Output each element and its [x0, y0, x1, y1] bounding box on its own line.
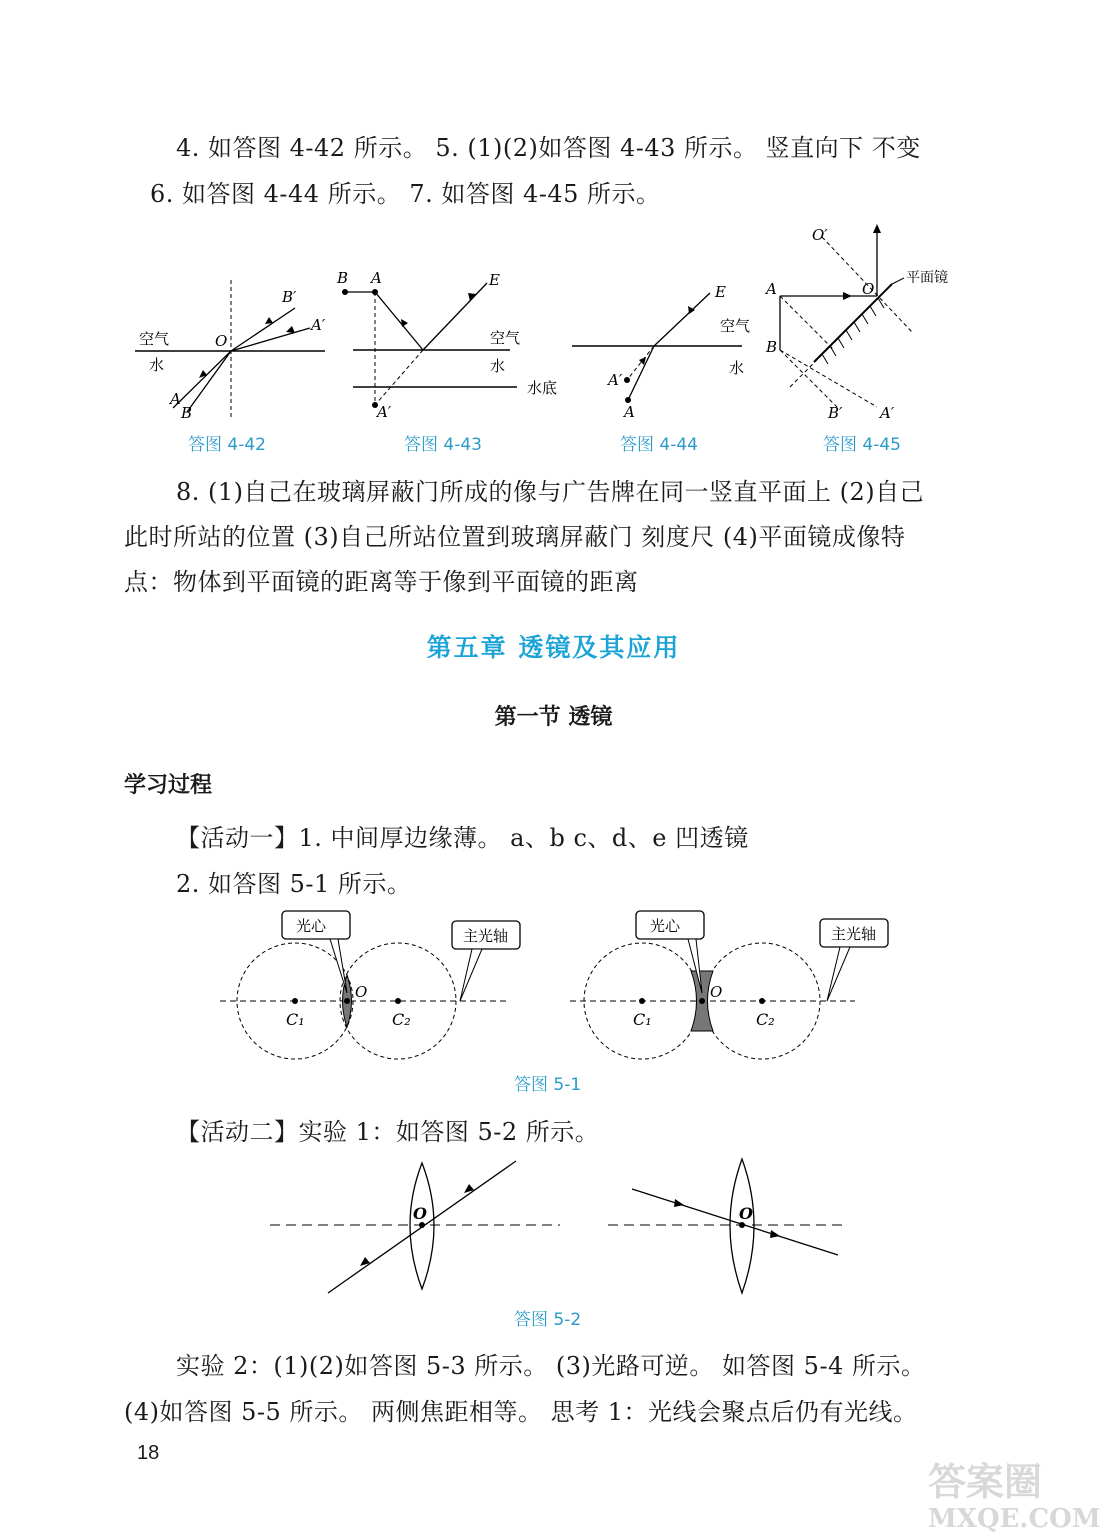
label-b: B: [337, 269, 349, 287]
caption-4-42: 答图 4-42: [188, 435, 266, 455]
figure-4-44: [572, 275, 762, 435]
figure-5-1-convex: [220, 905, 540, 1065]
answer-8-line-3: 点：物体到平面镜的距离等于像到平面镜的距离: [124, 568, 639, 596]
label-a: A: [170, 390, 181, 408]
label-b: B: [181, 404, 193, 422]
figure-4-43: [335, 265, 558, 425]
answer-line-6-7: 6. 如答图 4-44 所示。 7. 如答图 4-45 所示。: [150, 180, 661, 208]
page-number: 18: [137, 1442, 160, 1464]
heading-learning-process: 学习过程: [124, 773, 213, 798]
svg-text:MXQE.COM: MXQE.COM: [928, 1504, 1101, 1534]
label-main-axis: 主光轴: [831, 925, 877, 943]
label-e: E: [489, 271, 500, 289]
label-air: 空气: [720, 317, 751, 335]
activity-1-line: 【活动一】1. 中间厚边缘薄。 a、b c、d、e 凹透镜: [176, 824, 749, 852]
watermark-logo: [920, 1455, 1101, 1534]
caption-4-45: 答图 4-45: [823, 435, 901, 455]
label-o: O: [215, 332, 228, 350]
label-c2: C₂: [392, 1010, 411, 1029]
caption-4-44: 答图 4-44: [620, 435, 698, 455]
activity-2-line: 【活动二】实验 1：如答图 5-2 所示。: [176, 1118, 600, 1146]
figure-5-2-right: [608, 1155, 868, 1305]
label-a: A: [624, 403, 635, 421]
figure-4-45: [762, 222, 982, 422]
figure-5-2-left: [270, 1155, 570, 1305]
label-c2: C₂: [756, 1010, 775, 1029]
label-bottom: 水底: [527, 379, 558, 397]
label-main-axis: 主光轴: [463, 927, 509, 945]
experiment-2-line-2: (4)如答图 5-5 所示。 两侧焦距相等。 思考 1：光线会聚点后仍有光线。: [124, 1398, 918, 1426]
label-o-prime: O′: [812, 226, 828, 244]
answer-8-line-1: 8. (1)自己在玻璃屏蔽门所成的像与广告牌在同一竖直平面上 (2)自己: [176, 478, 925, 506]
figure-5-1-concave: [570, 905, 890, 1065]
answer-8-line-2: 此时所站的位置 (3)自己所站位置到玻璃屏蔽门 刻度尺 (4)平面镜成像特: [124, 523, 906, 551]
label-o: O: [862, 280, 875, 298]
figure-4-42: [135, 280, 335, 440]
experiment-2-line-1: 实验 2：(1)(2)如答图 5-3 所示。 (3)光路可逆。 如答图 5-4 所示。: [176, 1352, 926, 1380]
label-e: E: [715, 283, 726, 301]
caption-5-1: 答图 5-1: [514, 1075, 582, 1095]
caption-5-2: 答图 5-2: [514, 1310, 582, 1330]
svg-text:答案圈: 答案圈: [928, 1459, 1043, 1504]
label-optical-center: 光心: [296, 917, 327, 935]
label-air: 空气: [139, 330, 170, 348]
label-a-prime: A′: [311, 316, 326, 334]
chapter-title: 第五章 透镜及其应用: [426, 633, 681, 662]
caption-4-43: 答图 4-43: [404, 435, 482, 455]
label-b-prime: B′: [828, 404, 843, 422]
label-a-prime: A′: [608, 371, 623, 389]
activity-1-item-2: 2. 如答图 5-1 所示。: [176, 870, 412, 898]
label-a: A: [766, 280, 777, 298]
label-a: A: [371, 269, 382, 287]
label-a-prime: A′: [880, 404, 895, 422]
section-title: 第一节 透镜: [494, 705, 613, 730]
answer-line-4-5: 4. 如答图 4-42 所示。 5. (1)(2)如答图 4-43 所示。 竖直向下 不变: [176, 134, 921, 162]
label-c1: C₁: [286, 1010, 305, 1029]
label-a-prime: A′: [377, 403, 392, 421]
label-o: O: [739, 1204, 753, 1223]
label-optical-center: 光心: [650, 917, 681, 935]
label-o: O: [710, 983, 723, 1001]
label-water: 水: [149, 356, 165, 374]
label-water: 水: [729, 359, 745, 377]
label-o: O: [355, 983, 368, 1001]
label-air: 空气: [490, 329, 521, 347]
label-water: 水: [490, 357, 506, 375]
label-o: O: [413, 1204, 427, 1223]
label-c1: C₁: [633, 1010, 652, 1029]
label-b-prime: B′: [282, 288, 297, 306]
label-b: B: [766, 338, 778, 356]
label-mirror: 平面镜: [906, 270, 948, 286]
